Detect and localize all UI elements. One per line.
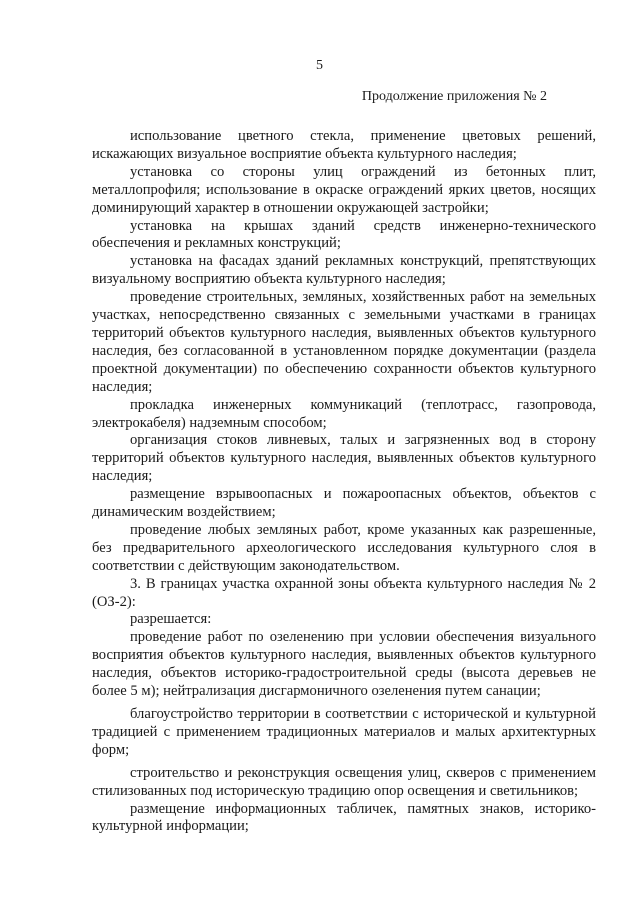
paragraph: организация стоков ливневых, талых и загрязненных вод в сторону территорий объектов культурного наследия, выявленных объектов культурного наследия; xyxy=(92,432,596,485)
permitted-label: разрешается: xyxy=(130,611,212,628)
paragraph: размещение взрывоопасных и пожароопасных объектов, объектов с динамическим воздействием; xyxy=(92,486,596,521)
appendix-continuation-note: Продолжение приложения № 2 xyxy=(361,89,547,104)
paragraph: строительство и реконструкция освещения улиц, скверов с применением стилизованных под историческую традицию опор освещения и светильников; xyxy=(92,764,596,799)
paragraph: прокладка инженерных коммуникаций (теплотрасс, газопровода, электрокабеля) надземным способом; xyxy=(92,396,596,431)
paragraph: проведение работ по озеленению при условии обеспечения визуального восприятия объектов культурного наследия, выявленных объектов культурного наследия, объектов историко-градостроительной среды (высота деревьев не более 5 м); нейтрализация дисгармоничного озеленения путем санации; xyxy=(92,629,596,700)
document-body xyxy=(92,128,596,836)
paragraph: установка со стороны улиц ограждений из бетонных плит, металлопрофиля; использование в окраске ограждений ярких цветов, носящих доминирующий характер в отношении окружающей застройки; xyxy=(92,163,596,216)
paragraph: проведение строительных, земляных, хозяйственных работ на земельных участках, непосредственно связанных с земельными участками в границах территорий объектов культурного наследия, выявленных объектов культурного наследия, без согласованной в установленном порядке документации (раздела проектной документации) по обеспечению сохранности объектов культурного наследия; xyxy=(92,289,596,395)
paragraph: использование цветного стекла, применение цветовых решений, искажающих визуальное восприятие объекта культурного наследия; xyxy=(92,128,596,162)
paragraph: установка на фасадах зданий рекламных конструкций, препятствующих визуальному восприятию объекта культурного наследия; xyxy=(92,253,596,288)
section-heading-paragraph: 3. В границах участка охранной зоны объекта культурного наследия № 2 (ОЗ-2): xyxy=(92,575,596,610)
paragraph: установка на крышах зданий средств инженерно-технического обеспечения и рекламных конструкций; xyxy=(92,217,596,252)
page-number: 5 xyxy=(316,58,323,73)
paragraph: благоустройство территории в соответствии с исторической и культурной традицией с применением традиционных материалов и малых архитектурных форм; xyxy=(92,706,596,758)
paragraph: размещение информационных табличек, памятных знаков, историко-культурной информации; xyxy=(92,800,596,835)
paragraph: проведение любых земляных работ, кроме указанных как разрешенные, без предварительного археологического исследования культурного слоя в соответствии с действующим законодательством. xyxy=(92,521,596,574)
